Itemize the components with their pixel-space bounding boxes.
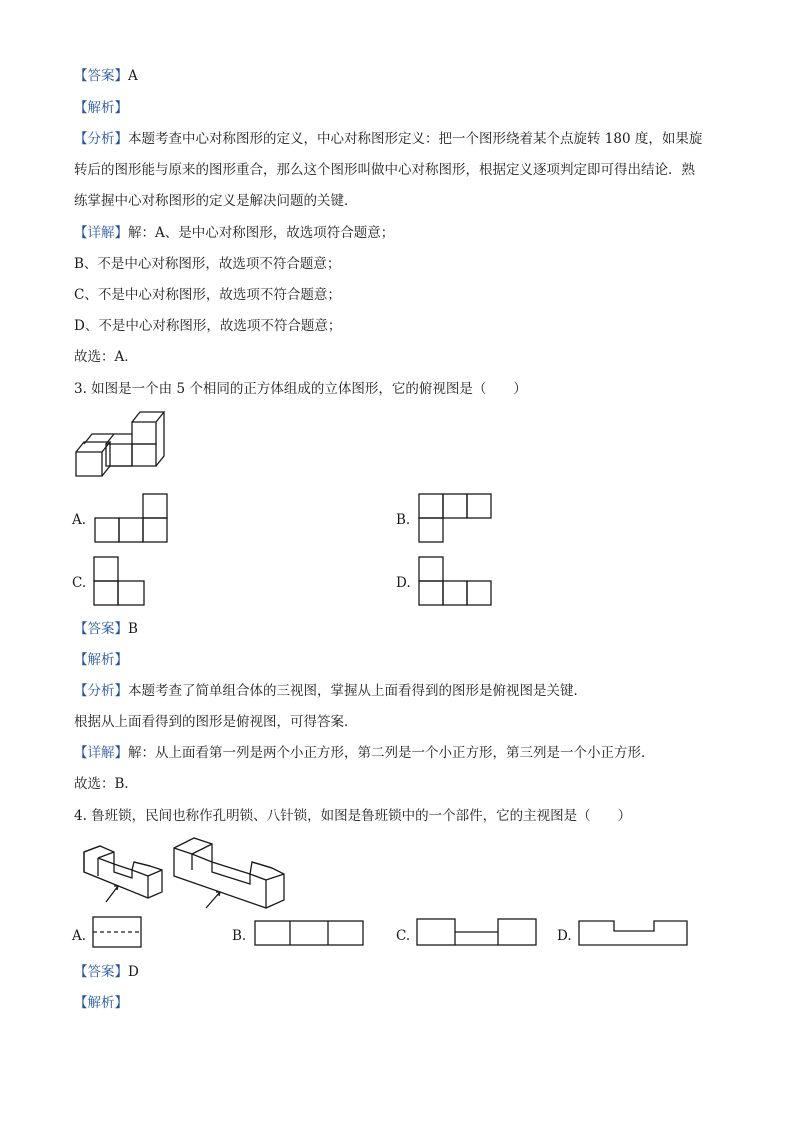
q3-fenxi-line bbox=[74, 681, 587, 701]
answer-value: B bbox=[128, 621, 138, 637]
fenxi-tag: 【分析】 bbox=[74, 683, 128, 699]
q4-option-a-label: A. bbox=[72, 928, 87, 944]
q3-answer-line bbox=[74, 619, 138, 639]
q3-option-c-label: C. bbox=[72, 575, 87, 591]
q2-fenxi-line3: 练掌握中心对称图形的定义是解决问题的关键． bbox=[74, 193, 358, 209]
q4-large-lock-figure bbox=[172, 834, 288, 910]
q3-detail-line bbox=[74, 743, 655, 763]
fenxi-text: 本题考查了简单组合体的三视图，掌握从上面看得到的图形是俯视图是关键． bbox=[128, 683, 587, 699]
q4-option-b-figure bbox=[254, 920, 366, 948]
q4-question: 4. 鲁班锁，民间也称作孔明锁、八针锁，如图是鲁班锁中的一个部件，它的主视图是（ ） bbox=[74, 808, 632, 824]
q3-option-d-label: D. bbox=[396, 575, 411, 591]
q2-choice: 故选：A． bbox=[74, 349, 138, 365]
q2-answer-line bbox=[74, 66, 138, 86]
detail-tag: 【详解】 bbox=[74, 225, 128, 241]
detail-text: 解：从上面看第一列是两个小正方形，第二列是一个小正方形，第三列是一个小正方形． bbox=[128, 745, 655, 761]
q4-answer-line bbox=[74, 962, 139, 982]
q4-small-lock-figure bbox=[78, 842, 170, 904]
answer-value: A bbox=[128, 68, 138, 84]
q3-option-a-figure bbox=[94, 492, 170, 544]
q4-option-b-label: B. bbox=[232, 928, 247, 944]
q2-option-c-note: C、不是中心对称图形，故选项不符合题意； bbox=[74, 287, 341, 303]
fenxi-tag: 【分析】 bbox=[74, 131, 128, 147]
q3-option-c-figure bbox=[93, 555, 147, 607]
q2-analysis-tag: 【解析】 bbox=[74, 100, 128, 116]
q3-analysis-tag: 【解析】 bbox=[74, 652, 128, 668]
q3-option-b-label: B. bbox=[396, 512, 411, 528]
q3-option-b-figure bbox=[418, 492, 496, 544]
q3-option-d-figure bbox=[418, 555, 496, 607]
q2-option-d-note: D、不是中心对称图形，故选项不符合题意； bbox=[74, 318, 342, 334]
detail-text: 解：A、是中心对称图形，故选项符合题意； bbox=[128, 225, 395, 241]
detail-tag: 【详解】 bbox=[74, 745, 128, 761]
q4-option-d-figure bbox=[578, 918, 690, 948]
q4-analysis-tag: 【解析】 bbox=[74, 995, 128, 1011]
fenxi-text: 本题考查中心对称图形的定义，中心对称图形定义：把一个图形绕着某个点旋转 180 度，如果旋 bbox=[128, 131, 703, 147]
q4-option-c-figure bbox=[416, 918, 540, 948]
q4-option-a-figure bbox=[92, 916, 144, 950]
q3-option-a-label: A. bbox=[72, 512, 87, 528]
q4-option-d-label: D. bbox=[557, 928, 572, 944]
q2-fenxi-line1 bbox=[74, 129, 702, 149]
answer-tag: 【答案】 bbox=[74, 964, 128, 980]
q4-option-c-label: C. bbox=[396, 928, 411, 944]
q2-detail-line bbox=[74, 223, 394, 243]
q2-fenxi-line2: 转后的图形能与原来的图形重合，那么这个图形叫做中心对称图形，根据定义逐项判定即可得出结论．熟 bbox=[74, 162, 695, 178]
answer-tag: 【答案】 bbox=[74, 68, 128, 84]
answer-value: D bbox=[128, 964, 139, 980]
q3-cube-figure bbox=[72, 408, 172, 480]
answer-tag: 【答案】 bbox=[74, 621, 128, 637]
q3-question: 3. 如图是一个由 5 个相同的正方体组成的立体图形，它的俯视图是（ ） bbox=[74, 381, 527, 397]
q3-note: 根据从上面看得到的图形是俯视图，可得答案． bbox=[74, 714, 358, 730]
q2-option-b-note: B、不是中心对称图形，故选项不符合题意； bbox=[74, 256, 341, 272]
q3-choice: 故选：B． bbox=[74, 776, 138, 792]
